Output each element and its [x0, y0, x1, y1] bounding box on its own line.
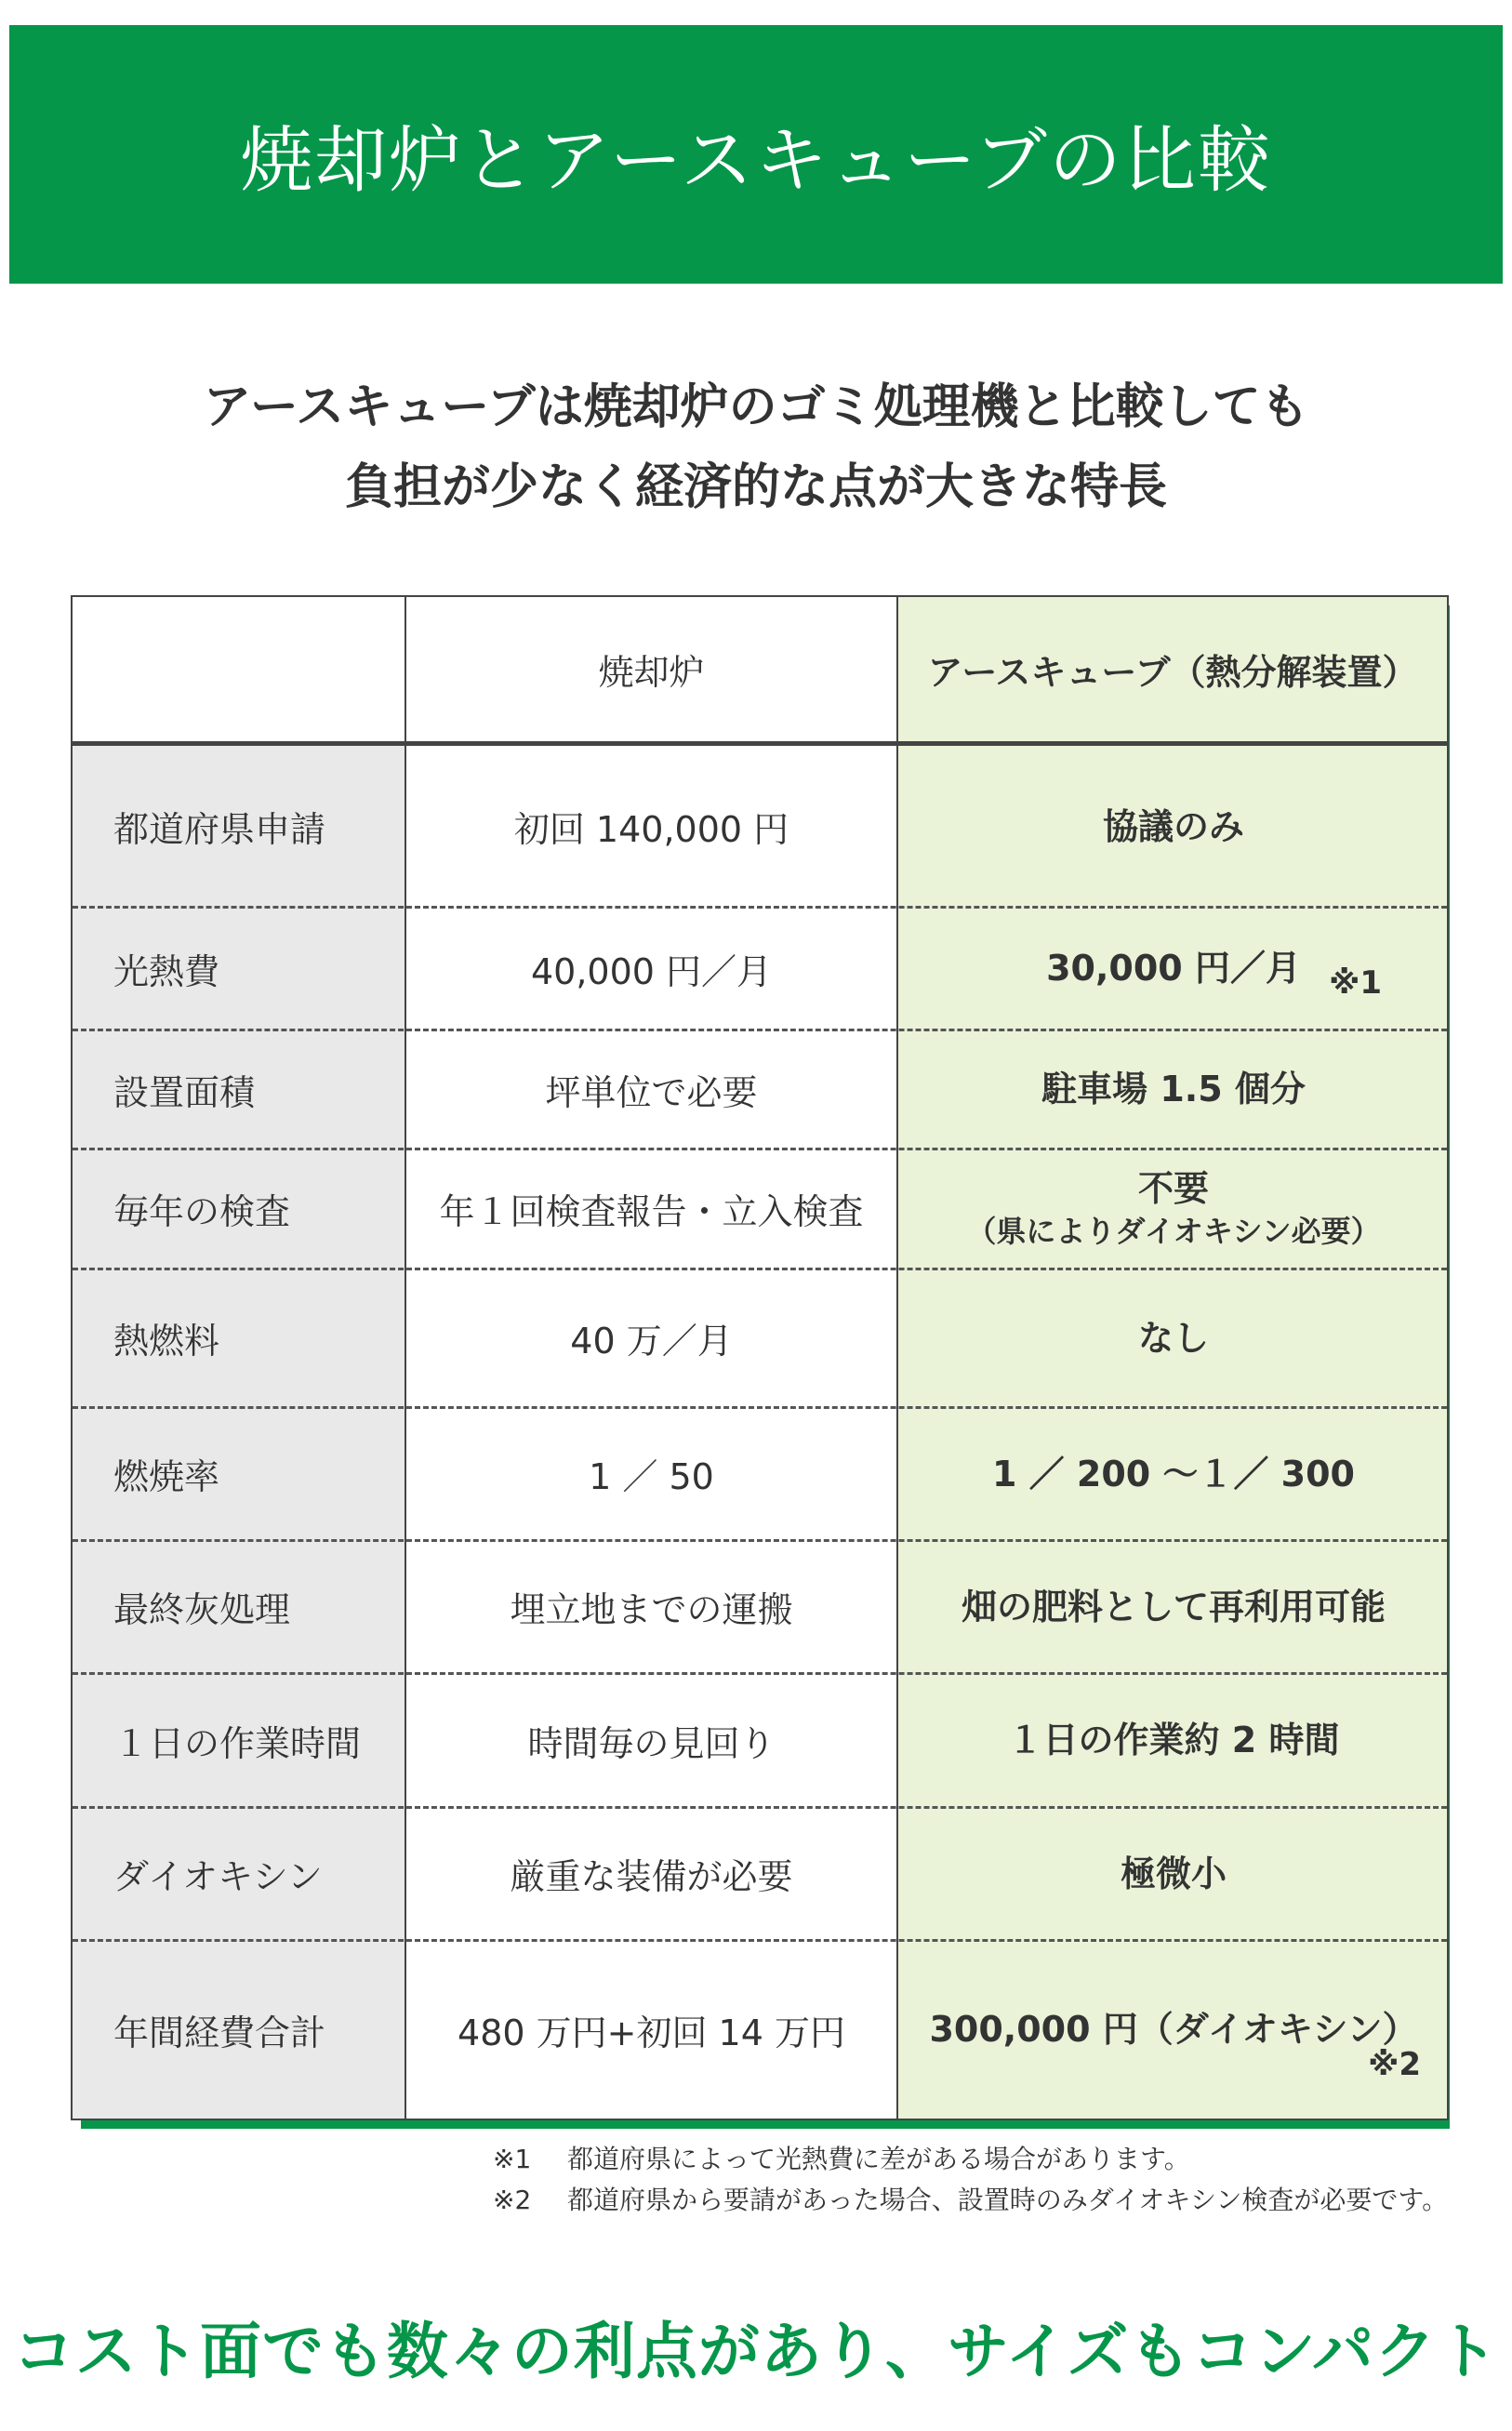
row-label: 光熱費 [113, 950, 220, 992]
incinerator-cell: 初回 140,000 円 [513, 809, 789, 850]
earthcube-value: 協議のみ [1102, 805, 1244, 847]
incinerator-cell: 時間毎の見回り [527, 1722, 776, 1764]
footnote-mark: ※2 [493, 2185, 532, 2215]
footnote-mark: ※1 [493, 2144, 532, 2174]
footnote-2 [493, 2180, 1448, 2221]
earthcube-cell [900, 1149, 1447, 1269]
subtitle-line-2: 負担が少なく経済的な点が大きな特長 [344, 459, 1167, 515]
row-label: ダイオキシン [113, 1856, 323, 1897]
header-label-cell [73, 597, 405, 741]
incinerator-cell: 40 万／月 [570, 1321, 733, 1362]
earthcube-value: なし [1137, 1317, 1209, 1359]
footnote-1 [493, 2139, 1448, 2180]
earthcube-cell [900, 1807, 1447, 1940]
earthcube-value: 畑の肥料として再利用可能 [961, 1586, 1386, 1627]
title-banner [9, 25, 1503, 284]
incinerator-cell: 1 ／ 50 [589, 1456, 714, 1497]
incinerator-cell: 40,000 円／月 [530, 950, 773, 992]
earthcube-value: 極微小 [1120, 1853, 1227, 1894]
row-label: 燃焼率 [113, 1456, 220, 1497]
earthcube-cell [900, 1269, 1447, 1407]
row-label: 設置面積 [113, 1071, 256, 1113]
page-title: 焼却炉とアースキューブの比較 [240, 119, 1272, 203]
incinerator-cell: 坪単位で必要 [545, 1071, 758, 1113]
row-label: 最終灰処理 [113, 1589, 291, 1630]
footnote-text: 都道府県から要請があった場合、設置時のみダイオキシン検査が必要です。 [567, 2185, 1449, 2215]
tagline: コスト面でも数々の利点があり、サイズもコンパクト [12, 2316, 1500, 2387]
header-earthcube: アースキューブ（熱分解装置） [927, 652, 1418, 693]
earthcube-cell [900, 1030, 1447, 1149]
row-label: 毎年の検査 [113, 1191, 291, 1232]
row-label: 都道府県申請 [113, 809, 326, 850]
earthcube-value: 不要 [1137, 1167, 1209, 1209]
earthcube-cell [900, 907, 1447, 1030]
earthcube-cell [900, 1673, 1447, 1807]
earthcube-value: 1 ／ 200 ～１／ 300 [991, 1453, 1355, 1494]
earthcube-cell [900, 1540, 1447, 1673]
row-label: 熱燃料 [113, 1321, 220, 1362]
footnote-text: 都道府県によって光熱費に差がある場合があります。 [567, 2144, 1190, 2174]
incinerator-cell: 厳重な装備が必要 [510, 1856, 793, 1897]
earthcube-cell [900, 746, 1447, 907]
earthcube-cell [900, 1940, 1447, 2119]
row-label: 年間経費合計 [113, 2012, 326, 2053]
row-label: １日の作業時間 [113, 1722, 362, 1764]
earthcube-cell [900, 1407, 1447, 1540]
incinerator-cell: 埋立地までの運搬 [510, 1589, 793, 1630]
footnotes [493, 2139, 1448, 2221]
column-divider [896, 597, 898, 2119]
subtitle [0, 367, 1512, 527]
comparison-table [71, 595, 1449, 2120]
footnote-reference: ※2 [1368, 2046, 1421, 2083]
earthcube-subnote: （県によりダイオキシン必要） [966, 1213, 1381, 1249]
subtitle-line-1: アースキューブは焼却炉のゴミ処理機と比較しても [203, 379, 1309, 435]
incinerator-cell: 年１回検査報告・立入検査 [439, 1191, 864, 1232]
incinerator-cell: 480 万円+初回 14 万円 [458, 2012, 845, 2053]
footnote-reference: ※1 [1329, 964, 1382, 1002]
earthcube-value: 駐車場 1.5 個分 [1041, 1069, 1306, 1109]
earthcube-value: 30,000 円／月 [1046, 948, 1301, 989]
header-incinerator: 焼却炉 [598, 652, 705, 693]
earthcube-value: 300,000 円（ダイオキシン） [929, 2009, 1418, 2050]
earthcube-value: １日の作業約 2 時間 [1007, 1720, 1340, 1760]
